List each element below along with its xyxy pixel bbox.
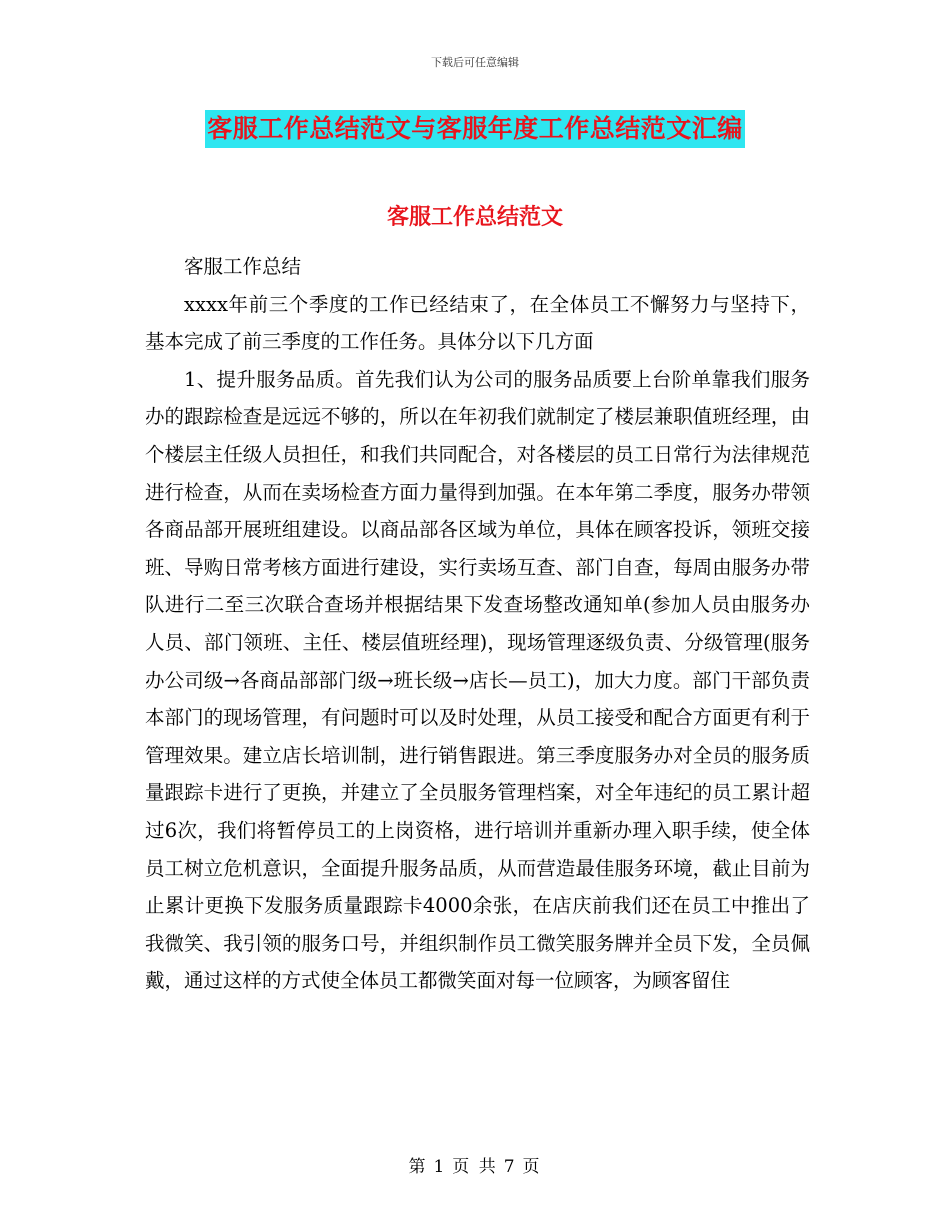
footer-suffix: 页 (522, 1157, 542, 1177)
footer-page-number: 1 (433, 1157, 447, 1177)
footer-middle: 页 共 (452, 1157, 498, 1177)
footer-prefix: 第 (408, 1157, 428, 1177)
paragraph-heading: 客服工作总结 (184, 255, 302, 278)
paragraph-intro: xxxx年前三个季度的工作已经结束了，在全体员工不懈努力与坚持下，基本完成了前三季度的工作任务。具体分以下几方面 (145, 292, 810, 354)
section-title: 客服工作总结范文 (386, 204, 563, 230)
body-text (145, 248, 810, 1000)
footer-total-pages: 7 (503, 1157, 517, 1177)
paragraph-service-quality: 1、提升服务品质。首先我们认为公司的服务品质要上台阶单靠我们服务办的跟踪检查是远远不够的，所以在年初我们就制定了楼层兼职值班经理，由个楼层主任级人员担任，和我们共同配合，对各楼层的员工日常行为法律规范进行检查，从而在卖场检查方面力量得到加强。在本年第二季度，服务办带领各商品部开展班组建设。以商品部各区域为单位，具体在顾客投诉，领班交接班、导购日常考核方面进行建设，实行卖场互查、部门自查，每周由服务办带队进行二至三次联合查场并根据结果下发查场整改通知单(参加人员由服务办人员、部门领班、主任、楼层值班经理)，现场管理逐级负责、分级管理(服务办公司级→各商品部部门级→班长级→店长—员工)，加大力度。部门干部负责本部门的现场管理，有问题时可以及时处理，从员工接受和配合方面更有利于管理效果。建立店长培训制，进行销售跟进。第三季度服务办对全员的服务质量跟踪卡进行了更换，并建立了全员服务管理档案，对全年违纪的员工累计超过6次，我们将暂停员工的上岗资格，进行培训并重新办理入职手续，使全体员工树立危机意识，全面提升服务品质，从而营造最佳服务环境，截止目前为止累计更换下发服务质量跟踪卡4000余张，在店庆前我们还在员工中推出了我微笑、我引领的服务口号，并组织制作员工微笑服务牌并全员下发，全员佩戴，通过这样的方式使全体员工都微笑面对每一位顾客，为顾客留住 (145, 367, 810, 993)
main-title-container (0, 110, 950, 148)
main-title: 客服工作总结范文与客服年度工作总结范文汇编 (205, 110, 745, 148)
header-note: 下载后可任意编辑 (431, 56, 519, 69)
page-footer (0, 1152, 950, 1177)
